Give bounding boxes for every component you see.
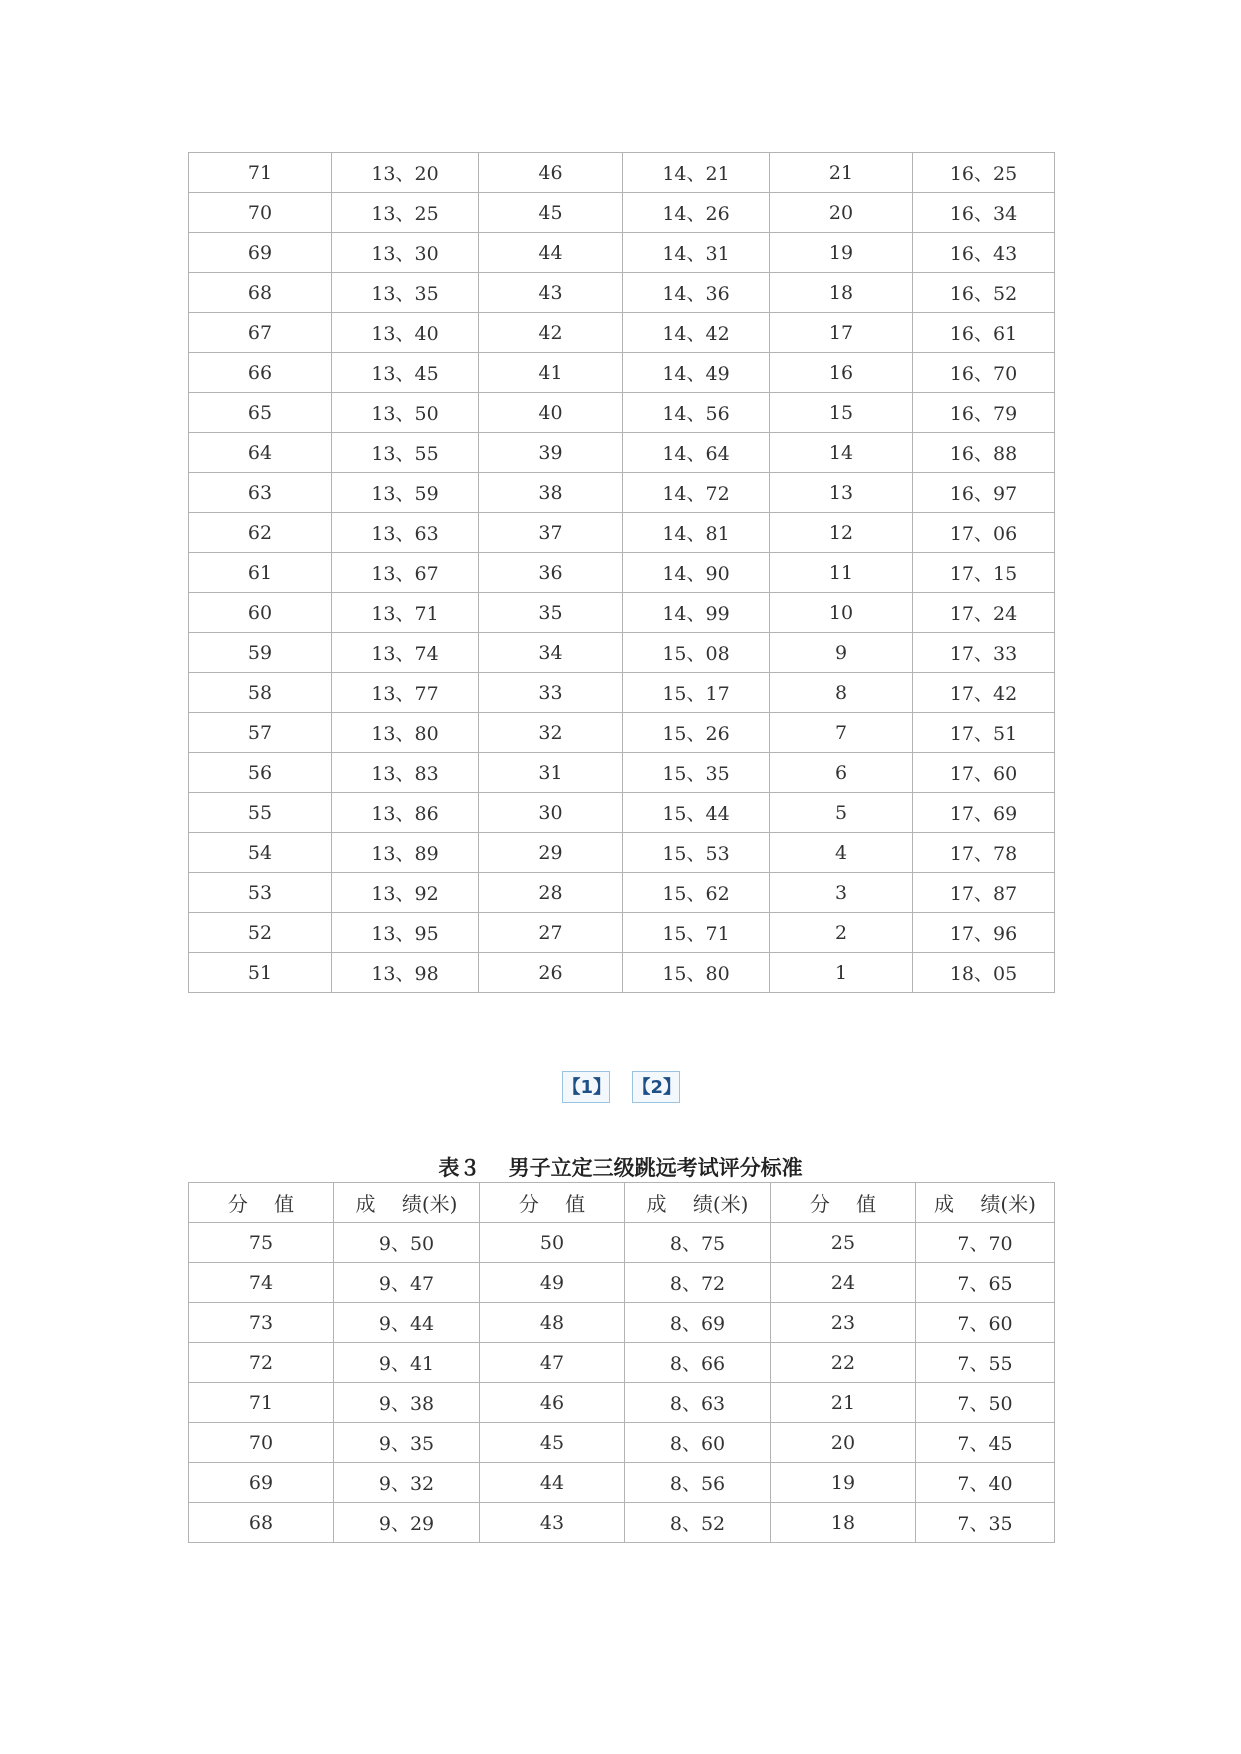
- score-cell: 67: [189, 313, 332, 353]
- result-cell: 14、90: [623, 553, 770, 593]
- table-row: [189, 473, 1055, 513]
- score-cell: 66: [189, 353, 332, 393]
- score-cell: 62: [189, 513, 332, 553]
- score-cell: 71: [189, 1383, 334, 1423]
- score-cell: 25: [771, 1223, 916, 1263]
- result-cell: 9、41: [334, 1343, 480, 1383]
- result-cell: 16、61: [913, 313, 1055, 353]
- table-header-row: [189, 1183, 1055, 1223]
- score-cell: 59: [189, 633, 332, 673]
- result-cell: 13、98: [332, 953, 479, 993]
- result-cell: 15、26: [623, 713, 770, 753]
- table-row: [189, 1383, 1055, 1423]
- score-cell: 4: [770, 833, 913, 873]
- table-row: [189, 1303, 1055, 1343]
- score-cell: 44: [480, 1463, 625, 1503]
- result-cell: 13、74: [332, 633, 479, 673]
- score-cell: 2: [770, 913, 913, 953]
- result-cell: 13、35: [332, 273, 479, 313]
- score-cell: 7: [770, 713, 913, 753]
- result-cell: 14、26: [623, 193, 770, 233]
- score-cell: 68: [189, 273, 332, 313]
- table-row: [189, 1343, 1055, 1383]
- score-cell: 64: [189, 433, 332, 473]
- result-cell: 13、20: [332, 153, 479, 193]
- result-cell: 13、83: [332, 753, 479, 793]
- score-cell: 55: [189, 793, 332, 833]
- result-cell: 14、72: [623, 473, 770, 513]
- score-cell: 31: [479, 753, 623, 793]
- result-cell: 14、49: [623, 353, 770, 393]
- result-cell: 7、55: [916, 1343, 1055, 1383]
- score-cell: 69: [189, 233, 332, 273]
- score-cell: 10: [770, 593, 913, 633]
- table-row: [189, 193, 1055, 233]
- result-cell: 15、08: [623, 633, 770, 673]
- score-cell: 35: [479, 593, 623, 633]
- result-cell: 13、71: [332, 593, 479, 633]
- score-cell: 21: [771, 1383, 916, 1423]
- table-row: [189, 593, 1055, 633]
- score-cell: 39: [479, 433, 623, 473]
- score-cell: 20: [770, 193, 913, 233]
- result-cell: 14、64: [623, 433, 770, 473]
- score-cell: 74: [189, 1263, 334, 1303]
- score-cell: 9: [770, 633, 913, 673]
- score-cell: 32: [479, 713, 623, 753]
- pagination: [0, 1071, 1241, 1103]
- result-cell: 16、52: [913, 273, 1055, 313]
- result-cell: 9、44: [334, 1303, 480, 1343]
- header-score: 分 值: [189, 1183, 334, 1223]
- result-cell: 8、66: [625, 1343, 771, 1383]
- result-cell: 8、75: [625, 1223, 771, 1263]
- result-cell: 15、71: [623, 913, 770, 953]
- table-row: [189, 793, 1055, 833]
- table-row: [189, 153, 1055, 193]
- result-cell: 17、06: [913, 513, 1055, 553]
- result-cell: 7、50: [916, 1383, 1055, 1423]
- table-row: [189, 1223, 1055, 1263]
- result-cell: 13、77: [332, 673, 479, 713]
- score-cell: 48: [480, 1303, 625, 1343]
- score-cell: 11: [770, 553, 913, 593]
- result-cell: 17、69: [913, 793, 1055, 833]
- result-cell: 13、63: [332, 513, 479, 553]
- table-row: [189, 913, 1055, 953]
- result-cell: 17、87: [913, 873, 1055, 913]
- result-cell: 13、55: [332, 433, 479, 473]
- score-cell: 54: [189, 833, 332, 873]
- score-cell: 51: [189, 953, 332, 993]
- table-row: [189, 1263, 1055, 1303]
- score-cell: 61: [189, 553, 332, 593]
- score-cell: 43: [480, 1503, 625, 1543]
- table-row: [189, 1503, 1055, 1543]
- result-cell: 17、51: [913, 713, 1055, 753]
- result-cell: 9、32: [334, 1463, 480, 1503]
- score-cell: 50: [480, 1223, 625, 1263]
- result-cell: 17、78: [913, 833, 1055, 873]
- score-cell: 17: [770, 313, 913, 353]
- score-cell: 68: [189, 1503, 334, 1543]
- result-cell: 13、92: [332, 873, 479, 913]
- result-cell: 17、42: [913, 673, 1055, 713]
- score-cell: 60: [189, 593, 332, 633]
- result-cell: 18、05: [913, 953, 1055, 993]
- score-table-previous-body: [189, 153, 1055, 993]
- score-cell: 46: [480, 1383, 625, 1423]
- result-cell: 13、67: [332, 553, 479, 593]
- score-cell: 45: [480, 1423, 625, 1463]
- result-cell: 13、45: [332, 353, 479, 393]
- score-cell: 28: [479, 873, 623, 913]
- table-row: [189, 713, 1055, 753]
- score-cell: 75: [189, 1223, 334, 1263]
- result-cell: 13、95: [332, 913, 479, 953]
- score-cell: 69: [189, 1463, 334, 1503]
- score-cell: 23: [771, 1303, 916, 1343]
- result-cell: 15、17: [623, 673, 770, 713]
- score-cell: 3: [770, 873, 913, 913]
- header-result-meters: 成 绩(米): [625, 1183, 771, 1223]
- result-cell: 8、69: [625, 1303, 771, 1343]
- score-cell: 19: [771, 1463, 916, 1503]
- score-table-previous: [188, 152, 1055, 993]
- result-cell: 15、62: [623, 873, 770, 913]
- score-cell: 12: [770, 513, 913, 553]
- table-row: [189, 553, 1055, 593]
- score-cell: 38: [479, 473, 623, 513]
- page-2-link[interactable]: 【2】: [632, 1071, 680, 1103]
- score-cell: 29: [479, 833, 623, 873]
- result-cell: 13、86: [332, 793, 479, 833]
- result-cell: 9、38: [334, 1383, 480, 1423]
- score-cell: 34: [479, 633, 623, 673]
- score-cell: 18: [770, 273, 913, 313]
- header-result-meters: 成 绩(米): [334, 1183, 480, 1223]
- result-cell: 16、97: [913, 473, 1055, 513]
- score-cell: 24: [771, 1263, 916, 1303]
- score-cell: 73: [189, 1303, 334, 1343]
- result-cell: 16、79: [913, 393, 1055, 433]
- result-cell: 15、35: [623, 753, 770, 793]
- score-cell: 44: [479, 233, 623, 273]
- table-row: [189, 1463, 1055, 1503]
- score-cell: 70: [189, 1423, 334, 1463]
- score-cell: 22: [771, 1343, 916, 1383]
- result-cell: 7、65: [916, 1263, 1055, 1303]
- result-cell: 16、25: [913, 153, 1055, 193]
- score-cell: 46: [479, 153, 623, 193]
- score-cell: 52: [189, 913, 332, 953]
- result-cell: 17、60: [913, 753, 1055, 793]
- score-cell: 13: [770, 473, 913, 513]
- score-cell: 43: [479, 273, 623, 313]
- score-cell: 1: [770, 953, 913, 993]
- score-cell: 56: [189, 753, 332, 793]
- score-cell: 71: [189, 153, 332, 193]
- result-cell: 9、50: [334, 1223, 480, 1263]
- score-cell: 6: [770, 753, 913, 793]
- result-cell: 14、36: [623, 273, 770, 313]
- header-score: 分 值: [480, 1183, 625, 1223]
- table-row: [189, 393, 1055, 433]
- table-row: [189, 353, 1055, 393]
- score-cell: 40: [479, 393, 623, 433]
- result-cell: 7、40: [916, 1463, 1055, 1503]
- result-cell: 16、34: [913, 193, 1055, 233]
- result-cell: 15、44: [623, 793, 770, 833]
- result-cell: 13、59: [332, 473, 479, 513]
- result-cell: 16、70: [913, 353, 1055, 393]
- result-cell: 13、50: [332, 393, 479, 433]
- score-cell: 49: [480, 1263, 625, 1303]
- table-row: [189, 833, 1055, 873]
- result-cell: 14、31: [623, 233, 770, 273]
- score-cell: 70: [189, 193, 332, 233]
- score-cell: 20: [771, 1423, 916, 1463]
- score-cell: 5: [770, 793, 913, 833]
- score-cell: 19: [770, 233, 913, 273]
- result-cell: 7、60: [916, 1303, 1055, 1343]
- table-row: [189, 313, 1055, 353]
- result-cell: 8、56: [625, 1463, 771, 1503]
- score-table-3-body: [189, 1223, 1055, 1543]
- header-score: 分 值: [771, 1183, 916, 1223]
- score-cell: 72: [189, 1343, 334, 1383]
- result-cell: 17、33: [913, 633, 1055, 673]
- result-cell: 9、35: [334, 1423, 480, 1463]
- score-cell: 47: [480, 1343, 625, 1383]
- table-row: [189, 433, 1055, 473]
- result-cell: 16、43: [913, 233, 1055, 273]
- table-row: [189, 953, 1055, 993]
- result-cell: 15、53: [623, 833, 770, 873]
- score-cell: 8: [770, 673, 913, 713]
- table-row: [189, 1423, 1055, 1463]
- score-cell: 30: [479, 793, 623, 833]
- result-cell: 9、47: [334, 1263, 480, 1303]
- result-cell: 15、80: [623, 953, 770, 993]
- table-row: [189, 673, 1055, 713]
- result-cell: 8、60: [625, 1423, 771, 1463]
- result-cell: 8、52: [625, 1503, 771, 1543]
- table-row: [189, 273, 1055, 313]
- result-cell: 13、89: [332, 833, 479, 873]
- score-cell: 33: [479, 673, 623, 713]
- result-cell: 7、35: [916, 1503, 1055, 1543]
- result-cell: 13、80: [332, 713, 479, 753]
- score-cell: 45: [479, 193, 623, 233]
- table-row: [189, 633, 1055, 673]
- score-cell: 41: [479, 353, 623, 393]
- score-cell: 65: [189, 393, 332, 433]
- result-cell: 14、42: [623, 313, 770, 353]
- result-cell: 16、88: [913, 433, 1055, 473]
- result-cell: 14、56: [623, 393, 770, 433]
- result-cell: 8、72: [625, 1263, 771, 1303]
- score-cell: 42: [479, 313, 623, 353]
- score-table-3: [188, 1182, 1055, 1543]
- score-cell: 14: [770, 433, 913, 473]
- header-result-meters: 成 绩(米): [916, 1183, 1055, 1223]
- score-cell: 16: [770, 353, 913, 393]
- score-cell: 37: [479, 513, 623, 553]
- result-cell: 13、40: [332, 313, 479, 353]
- result-cell: 9、29: [334, 1503, 480, 1543]
- score-cell: 18: [771, 1503, 916, 1543]
- result-cell: 13、25: [332, 193, 479, 233]
- result-cell: 14、21: [623, 153, 770, 193]
- result-cell: 7、70: [916, 1223, 1055, 1263]
- score-cell: 27: [479, 913, 623, 953]
- score-cell: 21: [770, 153, 913, 193]
- score-cell: 26: [479, 953, 623, 993]
- score-cell: 58: [189, 673, 332, 713]
- table-3-caption: 表３ 男子立定三级跳远考试评分标准: [438, 1156, 803, 1180]
- result-cell: 7、45: [916, 1423, 1055, 1463]
- result-cell: 17、15: [913, 553, 1055, 593]
- result-cell: 13、30: [332, 233, 479, 273]
- table-row: [189, 873, 1055, 913]
- result-cell: 17、96: [913, 913, 1055, 953]
- score-cell: 63: [189, 473, 332, 513]
- score-cell: 15: [770, 393, 913, 433]
- table-row: [189, 233, 1055, 273]
- page-1-link[interactable]: 【1】: [562, 1071, 610, 1103]
- score-cell: 57: [189, 713, 332, 753]
- score-cell: 36: [479, 553, 623, 593]
- result-cell: 14、81: [623, 513, 770, 553]
- table-row: [189, 513, 1055, 553]
- result-cell: 8、63: [625, 1383, 771, 1423]
- result-cell: 14、99: [623, 593, 770, 633]
- result-cell: 17、24: [913, 593, 1055, 633]
- score-cell: 53: [189, 873, 332, 913]
- table-row: [189, 753, 1055, 793]
